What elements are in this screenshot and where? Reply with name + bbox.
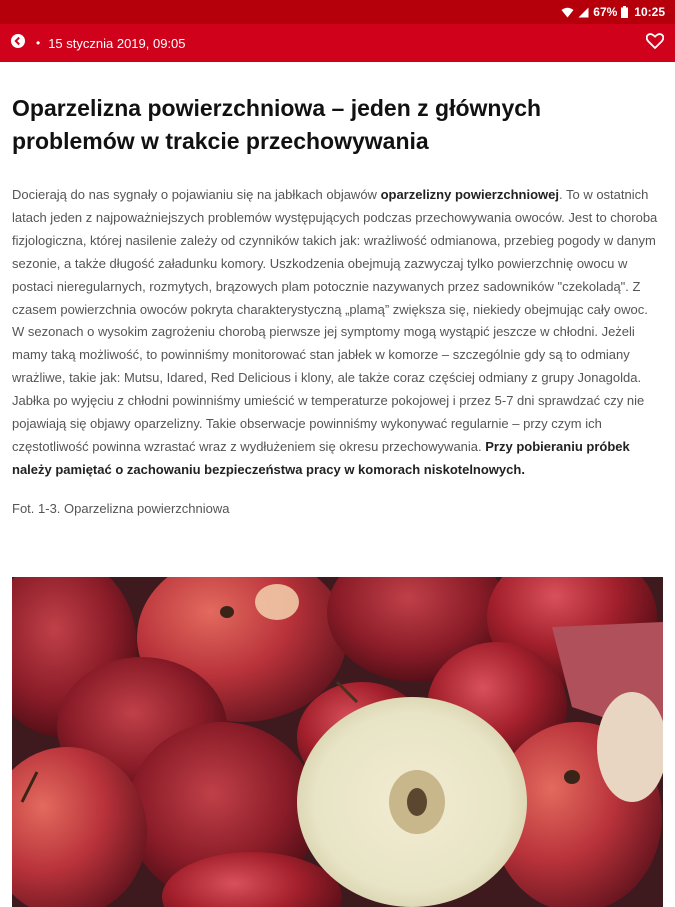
article-title: Oparzelizna powierzchniowa – jeden z głównych problemów w trakcie przechowywania — [12, 95, 542, 154]
closing-bold-text: Przy pobieraniu próbek należy pamiętać o zachowaniu bezpieczeństwa pracy w komorach niskotelnowych. — [12, 438, 630, 477]
article-date: 15 stycznia 2019, 09:05 — [48, 35, 186, 51]
signal-icon — [578, 7, 589, 18]
intro-bold-text: oparzelizny powierzchniowej — [380, 187, 559, 202]
app-bar — [0, 24, 675, 62]
apples-photo — [12, 577, 663, 907]
status-bar — [0, 0, 675, 24]
article-body — [12, 184, 663, 482]
intro-text: Docierają do nas sygnały o pojawianiu się na jabłkach objawów — [12, 187, 381, 202]
article — [0, 62, 675, 519]
back-icon — [11, 34, 25, 53]
photo-caption: Fot. 1-3. Oparzelizna powierzchniowa — [12, 500, 230, 516]
main-paragraph: . To w ostatnich latach jeden z najpoważniejszych problemów występujących podczas przechowywania owoców. Jest to choroba fizjologiczna, której nasilenie zależy od czynników takich jak: wrażliwość odmianowa, przebieg pogody w danym sezonie, a także długość załadunku komory. Uszkodzenia obejmują zazwyczaj tylko powierzchnię owocu w postaci nieregularnych, rozmytych, brązowych plam potocznie nazywanych przez sadowników "czekoladą". Z czasem powierzchnia owoców pokryta charakterystyczną „plamą” zwiększa się, niekiedy obejmując cały owoc. W sezonach o wysokim zagrożeniu chorobą pierwsze jej symptomy mogą wystąpić jeszcze w chłodni. Jeżeli mamy taką możliwość, to powinniśmy monitorować stan jabłek w komorze – szczególnie gdy są to odmiany wrażliwe, takie jak: Mutsu, Idared, Red Delicious i klony, ale także coraz częściej odmiany z grupy Jonagolda. Jabłka po wyjęciu z chłodni powinniśmy umieścić w temperaturze pokojowej i przez 5-7 dni sprawdzać czy nie pojawiają się objawy oparzelizny. Takie obserwacje powinniśmy wykonywać regularnie – przy czym ich częstotliwość powinna wzrastać wraz z wydłużeniem się okresu przechowywania. — [12, 187, 658, 454]
back-button[interactable] — [8, 33, 28, 53]
separator-dot: • — [36, 36, 41, 50]
battery-icon — [621, 6, 628, 18]
clock: 10:25 — [634, 5, 665, 19]
battery-percent: 67% — [593, 5, 618, 19]
wifi-icon — [561, 7, 574, 18]
heart-icon — [646, 33, 664, 54]
favorite-button[interactable] — [643, 31, 667, 55]
